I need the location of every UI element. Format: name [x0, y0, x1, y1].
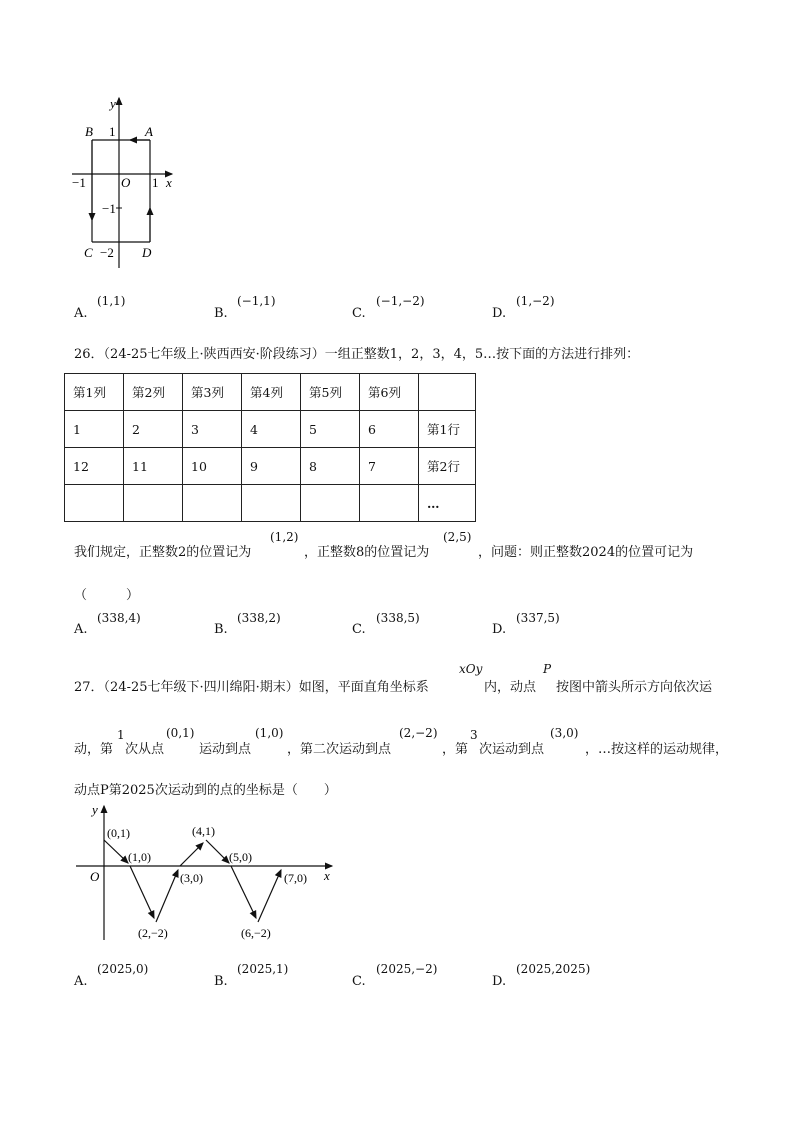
point-b-label: B — [85, 124, 93, 139]
table-cell: 6 — [360, 411, 419, 448]
table-cell: 1 — [65, 411, 124, 448]
q26-option-b-letter[interactable]: B. — [214, 622, 228, 637]
table-cell: 2 — [124, 411, 183, 448]
table-cell — [301, 485, 360, 522]
table-cell: 第2列 — [124, 374, 183, 411]
table-row — [65, 448, 476, 485]
q27-stem-part2: 内，动点 — [484, 680, 537, 695]
q27-n3: 3 — [470, 728, 478, 742]
table-cell — [65, 485, 124, 522]
table-cell: 12 — [65, 448, 124, 485]
table-cell: 5 — [301, 411, 360, 448]
q27-line2-d: ，第二次运动到点 — [287, 742, 392, 757]
table-cell: 8 — [301, 448, 360, 485]
table-cell: 第5列 — [301, 374, 360, 411]
q27-option-b-letter[interactable]: B. — [214, 974, 228, 989]
point-label: (0,1) — [107, 826, 130, 840]
point-label: (4,1) — [192, 824, 215, 838]
q27-p2m2: (2,−2) — [399, 726, 438, 740]
y-neg1-label: −1 — [102, 201, 116, 216]
table-cell: 4 — [242, 411, 301, 448]
q25-option-b-value: (−1,1) — [237, 294, 276, 308]
table-row — [65, 374, 476, 411]
q27-p01: (0,1) — [166, 726, 195, 740]
q27-stem-part1: 27．（24-25七年级下·四川绵阳·期末）如图，平面直角坐标系 — [74, 680, 429, 695]
q25-option-a-letter[interactable]: A. — [74, 306, 88, 321]
table-cell: 第4列 — [242, 374, 301, 411]
q27-p30: (3,0) — [550, 726, 579, 740]
point-label: (2,−2) — [138, 926, 168, 940]
q25-option-d-value: (1,−2) — [516, 294, 555, 308]
q27-line2-f: 次运动到点 — [479, 742, 545, 757]
q27-option-d-letter[interactable]: D. — [492, 974, 507, 989]
q26-option-a-value: (338,4) — [97, 611, 141, 625]
q27-stem-part3: 按图中箭头所示方向依次运 — [556, 680, 713, 695]
q25-option-a-value: (1,1) — [97, 294, 126, 308]
table-cell: 9 — [242, 448, 301, 485]
q26-rule-part2: ，正整数8的位置记为 — [304, 545, 430, 560]
q26-number-table — [64, 373, 476, 522]
y-neg2-label: −2 — [100, 245, 114, 260]
q26-option-c-value: (338,5) — [376, 611, 420, 625]
q26-option-c-letter[interactable]: C. — [352, 622, 366, 637]
point-a-label: A — [145, 124, 153, 139]
y-axis-label: y — [92, 802, 98, 817]
x-one-label: 1 — [152, 175, 159, 190]
q25-option-d-letter[interactable]: D. — [492, 306, 507, 321]
table-cell: 11 — [124, 448, 183, 485]
q27-stem-line3: 动点P第2025次运动到的点的坐标是（ ） — [74, 783, 337, 798]
y-one-label: 1 — [109, 124, 116, 139]
table-row — [65, 485, 476, 522]
q26-pos-2: (1,2) — [270, 530, 299, 544]
q27-option-b-value: (2025,1) — [237, 962, 289, 976]
q25-option-c-value: (−1,−2) — [376, 294, 425, 308]
table-cell: 7 — [360, 448, 419, 485]
x-neg1-label: −1 — [72, 175, 86, 190]
point-c-label: C — [84, 245, 93, 260]
q27-line2-b: 次从点 — [125, 742, 165, 757]
table-cell: 第3列 — [183, 374, 242, 411]
q27-n1: 1 — [117, 728, 125, 742]
table-cell: 10 — [183, 448, 242, 485]
q25-option-b-letter[interactable]: B. — [214, 306, 228, 321]
table-cell: 第2行 — [419, 448, 476, 485]
q26-answer-blank: （ ） — [74, 588, 140, 603]
q27-option-c-value: (2025,−2) — [376, 962, 438, 976]
q26-option-d-value: (337,5) — [516, 611, 560, 625]
point-d-label: D — [142, 245, 152, 260]
q25-option-c-letter[interactable]: C. — [352, 306, 366, 321]
q26-stem: 26．（24-25七年级上·陕西西安·阶段练习）一组正整数1，2，3，4，5…按下面的方法进行排列： — [74, 347, 640, 362]
y-axis-label: y — [110, 96, 116, 111]
square-path-figure — [60, 92, 200, 272]
zigzag-path-figure — [70, 800, 350, 945]
x-axis-label: x — [166, 175, 172, 190]
table-cell — [360, 485, 419, 522]
q26-option-d-letter[interactable]: D. — [492, 622, 507, 637]
q26-rule-part3: ，问题：则正整数2024的位置可记为 — [478, 545, 694, 560]
table-cell: 第6列 — [360, 374, 419, 411]
point-label: (7,0) — [284, 871, 307, 885]
q27-option-a-letter[interactable]: A. — [74, 974, 88, 989]
table-cell — [419, 374, 476, 411]
q26-rule-part1: 我们规定，正整数2的位置记为 — [74, 545, 252, 560]
point-label: (5,0) — [229, 850, 252, 864]
q27-option-d-value: (2025,2025) — [516, 962, 591, 976]
point-label: (1,0) — [128, 850, 151, 864]
point-label: (6,−2) — [241, 926, 271, 940]
table-cell — [183, 485, 242, 522]
table-cell — [242, 485, 301, 522]
q27-option-c-letter[interactable]: C. — [352, 974, 366, 989]
origin-label: O — [121, 175, 131, 190]
q27-line2-a: 动，第 — [74, 742, 114, 757]
q26-option-a-letter[interactable]: A. — [74, 622, 88, 637]
q26-pos-8: (2,5) — [443, 530, 472, 544]
q27-line2-g: ，…按这样的运动规律， — [585, 742, 729, 757]
q27-line2-c: 运动到点 — [199, 742, 252, 757]
q27-xoy: xOy — [459, 662, 483, 676]
q27-option-a-value: (2025,0) — [97, 962, 149, 976]
table-cell: … — [419, 485, 476, 522]
q27-p: P — [543, 662, 552, 676]
x-axis-label: x — [324, 868, 330, 883]
origin-label: O — [90, 869, 100, 884]
table-cell: 3 — [183, 411, 242, 448]
point-label: (3,0) — [180, 871, 203, 885]
q27-p10: (1,0) — [255, 726, 284, 740]
q27-line2-e: ，第 — [442, 742, 469, 757]
q26-option-b-value: (338,2) — [237, 611, 281, 625]
table-cell: 第1行 — [419, 411, 476, 448]
table-cell: 第1列 — [65, 374, 124, 411]
table-row — [65, 411, 476, 448]
table-cell — [124, 485, 183, 522]
